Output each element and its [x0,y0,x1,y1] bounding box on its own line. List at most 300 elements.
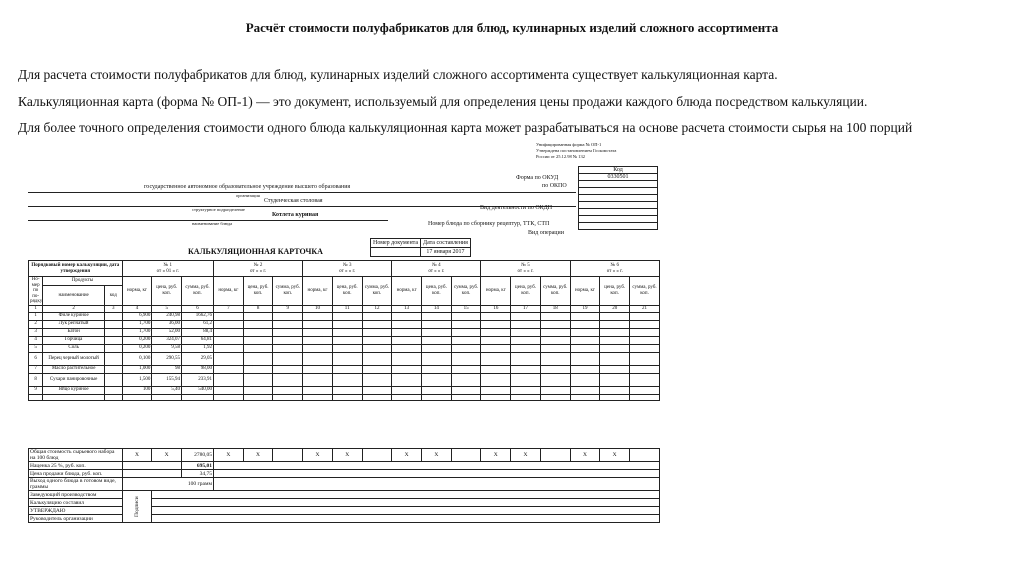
empty-cell [451,312,481,320]
empty-cell [570,328,600,336]
empty-cell [511,336,541,344]
total-empty [362,449,392,462]
empty-cell [273,365,303,373]
product-price: 52,00 [152,328,182,336]
empty-cell [303,336,333,344]
empty-cell [362,312,392,320]
empty-cell [481,320,511,328]
empty-cell [422,344,452,352]
column-number: 10 [303,305,333,312]
blank-code-1 [579,188,658,195]
empty-cell [392,328,422,336]
product-norm: 1,000 [122,365,152,373]
group-5-header [481,261,570,277]
g6-norm-header: норма, кг [570,277,600,306]
empty-cell [273,344,303,352]
empty-cell [451,352,481,365]
empty-cell [243,320,273,328]
approved-note-2: России от 25.12.98 № 132 [536,154,586,159]
empty-cell [303,386,333,394]
empty-cell [451,394,481,400]
empty-cell [332,320,362,328]
column-number: 17 [511,305,541,312]
g6-price-header: цена, руб. коп. [600,277,630,306]
empty-cell [600,386,630,394]
empty-cell [392,373,422,386]
okdp-value [579,202,658,209]
product-code [104,312,122,320]
empty-cell [451,365,481,373]
product-price: 155,94 [152,373,182,386]
column-number: 12 [362,305,392,312]
empty-cell [273,373,303,386]
column-number: 3 [104,305,122,312]
product-code [104,386,122,394]
empty-cell [243,352,273,365]
empty-cell [392,365,422,373]
product-row [29,373,660,386]
markup-label: Наценка [30,462,50,469]
product-row [29,328,660,336]
empty-cell [43,394,105,400]
empty-cell [422,394,452,400]
empty-cell [481,352,511,365]
empty-cell [213,320,243,328]
empty-cell [630,352,660,365]
column-number: 21 [630,305,660,312]
group-5-label: № 5 [521,263,530,268]
group-2-year: г. [263,268,267,274]
group-5-year: г. [530,268,534,274]
group-6-header [570,261,659,277]
empty-cell [630,328,660,336]
empty-cell [362,373,392,386]
doc-date-label: Дата составления [421,239,471,248]
empty-cell [243,386,273,394]
empty-cell [362,336,392,344]
product-sum: 88,4 [182,328,214,336]
empty-cell [362,320,392,328]
empty-cell [481,386,511,394]
column-number: 6 [182,305,214,312]
g5-price-header: цена, руб. коп. [511,277,541,306]
empty-cell [630,336,660,344]
total-empty [451,449,481,462]
empty-cell [243,394,273,400]
group-2-label: № 2 [253,263,263,268]
g3-norm-header: норма, кг [303,277,333,306]
empty-cell [422,320,452,328]
empty-cell [332,373,362,386]
product-row [29,336,660,344]
product-code [104,344,122,352]
group-6-label: № 6 [610,263,620,268]
okdp-label: Вид деятельности по ОКДП [480,205,553,211]
markup-spacer [122,462,181,470]
empty-cell [540,312,570,320]
empty-cell [481,344,511,352]
product-code [104,365,122,373]
empty-cell [540,344,570,352]
empty-cell [303,344,333,352]
product-norm: 0,200 [122,344,152,352]
not-applicable-mark: X [481,449,511,462]
g1-norm-header: норма, кг [122,277,152,306]
empty-cell [511,394,541,400]
division-caption: структурное подразделение [192,207,245,212]
product-sum: 98,00 [182,365,214,373]
code-header: код [104,286,122,305]
group-3-date: от « » [339,268,352,274]
group-3-label: № 3 [342,263,352,268]
empty-cell [451,336,481,344]
product-n: 1 [29,312,43,320]
totals-table [28,448,660,523]
empty-cell [303,320,333,328]
empty-cell [511,373,541,386]
empty-cell [152,394,182,400]
empty-cell [243,373,273,386]
okpo-value [579,181,658,188]
organization-name: государственное автономное образовательное учреждение высшего образования [144,184,351,190]
okpo-label: по ОКПО [542,183,567,189]
product-n: 4 [29,336,43,344]
empty-cell [540,373,570,386]
g3-sum-header: сумма, руб. коп. [362,277,392,306]
column-number: 18 [540,305,570,312]
g2-price-header: цена, руб. коп. [243,277,273,306]
total-empty [273,449,303,462]
empty-cell [600,336,630,344]
empty-cell [451,328,481,336]
product-code [104,328,122,336]
markup-label-cell [29,462,123,470]
total-empty [630,449,660,462]
empty-cell [481,365,511,373]
column-number: 19 [570,305,600,312]
empty-cell [540,386,570,394]
group-1-year: г. [176,268,179,274]
code-header: Код [579,167,658,174]
empty-cell [451,320,481,328]
markup-rest [213,462,659,470]
empty-cell [362,352,392,365]
not-applicable-mark: X [152,449,182,462]
product-price: 9,58 [152,344,182,352]
price-row [29,470,660,478]
empty-cell [481,312,511,320]
product-sum: 540,00 [182,386,214,394]
g3-price-header: цена, руб. коп. [332,277,362,306]
empty-cell [303,352,333,365]
product-n: 6 [29,352,43,365]
product-price: 324,07 [152,336,182,344]
empty-cell [29,394,43,400]
empty-cell [332,365,362,373]
empty-cell [332,312,362,320]
empty-cell [600,328,630,336]
product-code [104,320,122,328]
empty-cell [273,352,303,365]
product-name: Горчица [43,336,105,344]
empty-cell [630,365,660,373]
empty-cell [570,336,600,344]
g4-norm-header: норма, кг [392,277,422,306]
product-sum: 29,05 [182,352,214,365]
not-applicable-mark: X [600,449,630,462]
not-applicable-mark: X [511,449,541,462]
product-sum: 1,92 [182,344,214,352]
not-applicable-mark: X [122,449,152,462]
group-4-date: от « » [428,268,441,274]
empty-cell [540,394,570,400]
empty-cell [422,312,452,320]
empty-cell [511,312,541,320]
manager-label: Заведующий производством [29,491,123,499]
empty-cell [481,394,511,400]
product-row [29,386,660,394]
column-number: 14 [422,305,452,312]
group-1-date: от « 01 » [156,268,175,274]
empty-cell [511,344,541,352]
group-4-label: № 4 [432,263,441,268]
empty-cell [422,336,452,344]
product-n: 2 [29,320,43,328]
empty-cell [332,336,362,344]
products-header: Продукты [43,277,122,286]
product-n: 8 [29,373,43,386]
product-code [104,373,122,386]
empty-cell [422,373,452,386]
empty-cell [451,386,481,394]
column-number: 8 [243,305,273,312]
empty-cell [600,365,630,373]
g1-sum-header: сумма, руб. коп. [182,277,214,306]
empty-cell [243,328,273,336]
blank-code-2 [579,195,658,202]
empty-cell [630,312,660,320]
empty-cell [570,312,600,320]
not-applicable-mark: X [570,449,600,462]
group-3-year: г. [352,268,356,274]
approve-sign [152,507,660,515]
organization-caption: организация [236,193,260,198]
column-number: 16 [481,305,511,312]
product-sum: 64,81 [182,336,214,344]
empty-cell [630,373,660,386]
signatures-label: Подписи [122,491,152,523]
group-6-year: г. [620,268,623,274]
price-spacer [122,470,181,478]
empty-cell [303,373,333,386]
empty-cell [511,386,541,394]
empty-row [29,394,660,400]
product-norm: 1,700 [122,328,152,336]
product-n: 3 [29,328,43,336]
empty-cell [511,365,541,373]
empty-cell [213,365,243,373]
g6-sum-header: сумма, руб. коп. [630,277,660,306]
empty-cell [243,312,273,320]
empty-cell [540,320,570,328]
empty-cell [422,365,452,373]
empty-cell [570,320,600,328]
product-price: 98 [152,365,182,373]
yield-rest [213,478,659,491]
product-row [29,365,660,373]
product-name: Соль [43,344,105,352]
empty-cell [122,394,152,400]
product-row [29,344,660,352]
empty-cell [600,312,630,320]
group-2-header [213,261,302,277]
product-norm: 100 [122,386,152,394]
not-applicable-mark: X [243,449,273,462]
product-sum: 233,91 [182,373,214,386]
manager-row [29,491,660,499]
empty-cell [273,328,303,336]
not-applicable-mark: X [303,449,333,462]
product-norm: 0,200 [122,336,152,344]
empty-cell [540,365,570,373]
empty-cell [213,336,243,344]
empty-cell [303,328,333,336]
product-row [29,320,660,328]
empty-cell [213,312,243,320]
page-title: Расчёт стоимости полуфабрикатов для блюд, кулинарных изделий сложного ассортимента [245,20,779,35]
empty-cell [213,394,243,400]
doc-number-value [371,248,421,257]
empty-cell [481,336,511,344]
column-number: 9 [273,305,303,312]
group-3-header [303,261,392,277]
markup-value: 695,01 [182,462,214,470]
product-code [104,352,122,365]
empty-cell [303,394,333,400]
empty-cell [332,394,362,400]
empty-cell [213,373,243,386]
empty-cell [213,328,243,336]
product-name: Филе куриное [43,312,105,320]
empty-cell [303,312,333,320]
empty-cell [303,365,333,373]
column-number: 5 [152,305,182,312]
not-applicable-mark: X [332,449,362,462]
empty-cell [630,394,660,400]
product-norm: 1,700 [122,320,152,328]
empty-cell [362,344,392,352]
empty-cell [392,352,422,365]
empty-cell [422,352,452,365]
product-row [29,312,660,320]
yield-label: Выход одного блюда в готовом виде, граммы [29,478,123,491]
product-name: Сухари панировочные [43,373,105,386]
head-sign [152,515,660,523]
paragraph-1: Для расчета стоимости полуфабрикатов для блюд, кулинарных изделий сложного ассортимента существует калькуляционная карта. [18,67,778,82]
calc-label: Калькуляцию составил [29,499,123,507]
empty-cell [392,394,422,400]
column-number: 1 [29,305,43,312]
empty-cell [273,320,303,328]
dish-name: Котлета куриная [272,212,319,218]
empty-cell [332,386,362,394]
empty-cell [273,386,303,394]
empty-cell [182,394,214,400]
empty-cell [213,386,243,394]
empty-cell [540,352,570,365]
empty-cell [273,312,303,320]
column-number: 2 [43,305,105,312]
g4-sum-header: сумма, руб. коп. [451,277,481,306]
total-value: 2780,05 [182,449,214,462]
calc-sign [152,499,660,507]
empty-cell [570,344,600,352]
manager-sign [152,491,660,499]
empty-cell [511,320,541,328]
column-number: 7 [213,305,243,312]
price-rest [213,470,659,478]
not-applicable-mark: X [421,449,451,462]
empty-cell [422,328,452,336]
total-row [29,449,660,462]
product-price: 5,40 [152,386,182,394]
empty-cell [600,344,630,352]
product-n: 5 [29,344,43,352]
empty-cell [273,336,303,344]
price-label: Цена продажи блюда, руб. коп. [29,470,123,478]
g1-price-header: цена, руб. коп. [152,277,182,306]
empty-cell [511,328,541,336]
empty-cell [600,320,630,328]
empty-cell [451,373,481,386]
empty-cell [570,365,600,373]
empty-cell [362,394,392,400]
column-number: 11 [332,305,362,312]
group-2-date: от « » [250,268,263,274]
group-4-header [392,261,481,277]
empty-cell [600,373,630,386]
empty-cell [630,386,660,394]
empty-cell [332,344,362,352]
doc-date-value: 17 января 2017 [421,248,471,257]
doc-number-label: Номер документа [371,239,421,248]
product-norm: 0,100 [122,352,152,365]
empty-cell [451,344,481,352]
product-code [104,336,122,344]
empty-cell [392,344,422,352]
empty-cell [213,344,243,352]
empty-cell [630,344,660,352]
total-label: Общая стоимость сырьевого набора на 100 блюд [29,449,123,462]
column-numbers-row [29,305,660,312]
product-name: Перец черный молотый [43,352,105,365]
markup-row [29,462,660,470]
okud-value: 0330501 [579,174,658,181]
empty-cell [104,394,122,400]
group-1-label: № 1 [163,263,173,268]
group-4-year: г. [441,268,445,274]
empty-cell [481,328,511,336]
product-norm: 6,900 [122,312,152,320]
product-norm: 1,500 [122,373,152,386]
document-number-table [370,238,471,257]
product-price: 36,00 [152,320,182,328]
column-number: 4 [122,305,152,312]
empty-cell [332,328,362,336]
calculation-card-form [28,142,660,522]
product-name: Лук репчатый [43,320,105,328]
product-name: Яйцо куриное [43,386,105,394]
